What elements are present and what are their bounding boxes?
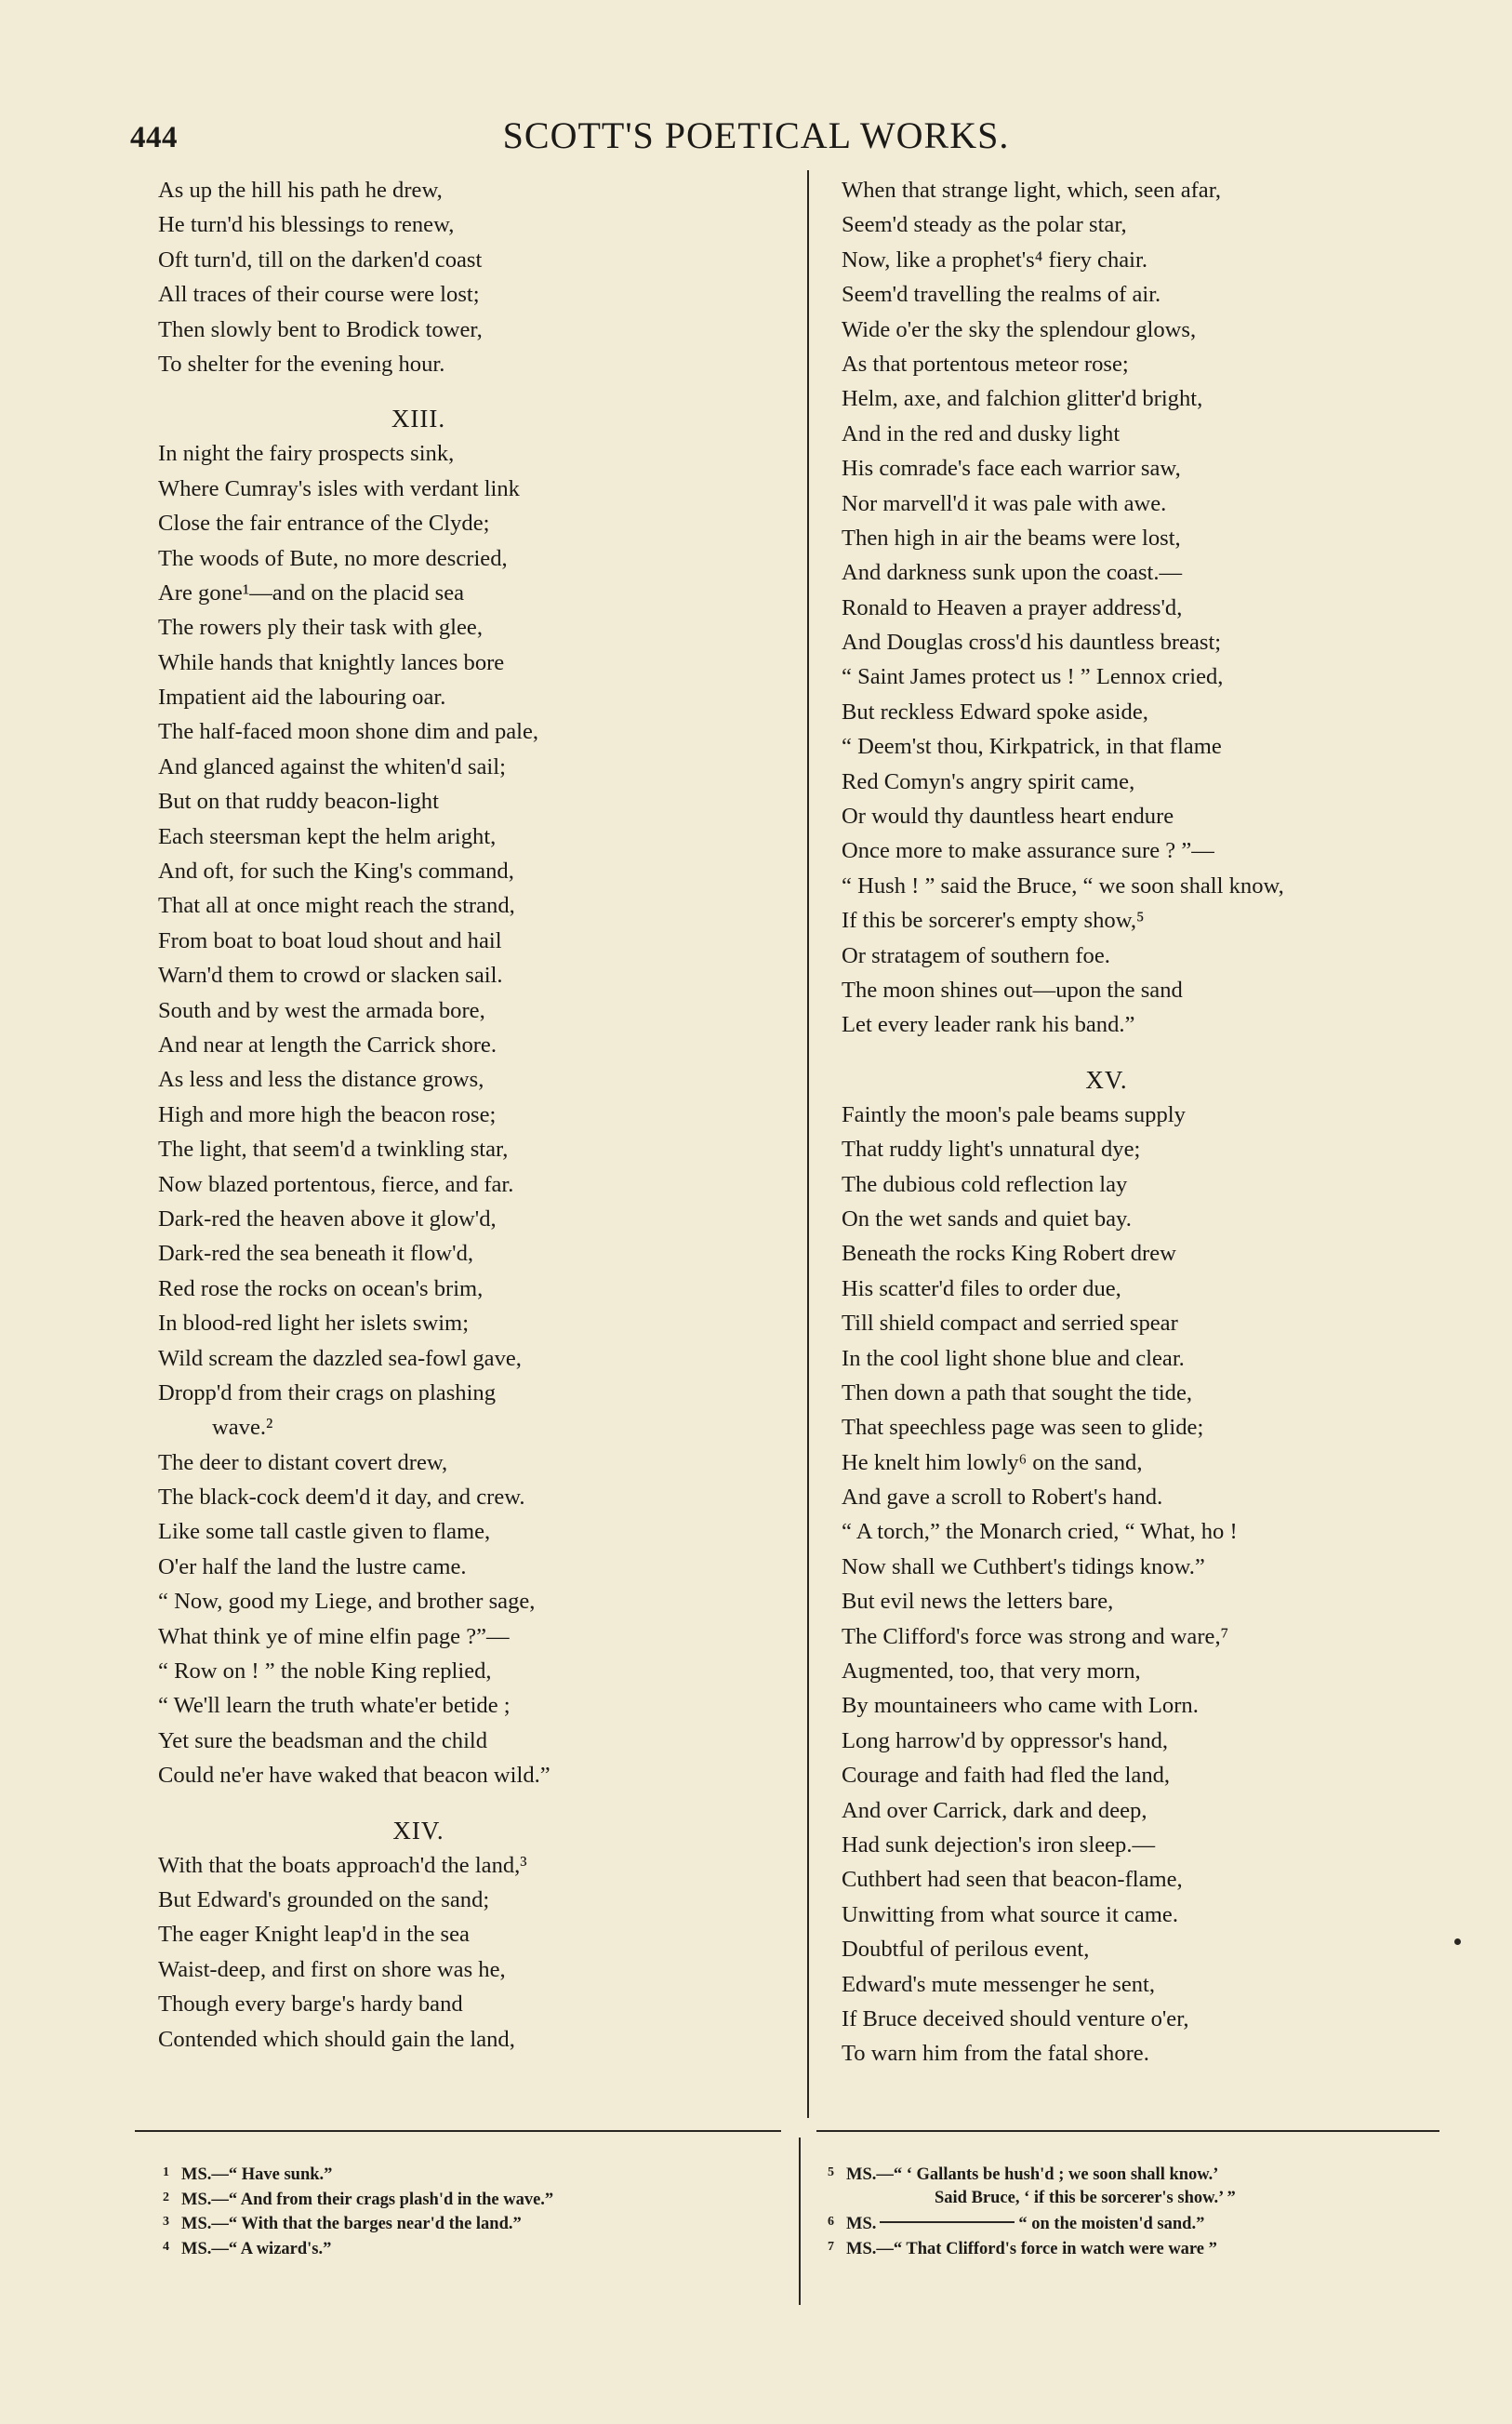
footnotes-right: [828, 2161, 1236, 2259]
verse-line: Close the fair entrance of the Clyde;: [158, 511, 490, 537]
verse-line: Or stratagem of southern foe.: [842, 942, 1110, 968]
verse-line: Oft turn'd, till on the darken'd coast: [158, 246, 483, 273]
verse-line: Impatient aid the labouring oar.: [158, 685, 446, 711]
footnote: [163, 2210, 553, 2235]
footnote: [828, 2235, 1236, 2260]
verse-line: He turn'd his blessings to renew,: [158, 212, 455, 238]
ink-speck: [1454, 1938, 1461, 1945]
verse-line: All traces of their course were lost;: [158, 282, 480, 308]
footnote-text: MS.—“ A wizard's.”: [181, 2239, 332, 2258]
footnote-text: MS.—“ With that the barges near'd the land.”: [181, 2215, 522, 2233]
verse-line: Augmented, too, that very morn,: [842, 1658, 1141, 1685]
footnote: [828, 2161, 1236, 2186]
verse-line: As that portentous meteor rose;: [842, 351, 1129, 377]
verse-line: Seem'd steady as the polar star,: [842, 212, 1127, 238]
verse-line: “ Deem'st thou, Kirkpatrick, in that flame: [842, 734, 1222, 760]
footnote: [163, 2186, 553, 2211]
verse-line: Waist-deep, and first on shore was he,: [158, 1956, 506, 1982]
verse-line: Helm, axe, and falchion glitter'd bright,: [842, 386, 1203, 412]
verse-line: His comrade's face each warrior saw,: [842, 456, 1181, 482]
verse-line: But Edward's grounded on the sand;: [158, 1886, 490, 1912]
verse-line: That ruddy light's unnatural dye;: [842, 1137, 1141, 1163]
footnote-number: 6: [828, 2215, 834, 2229]
verse-line: Are gone¹—and on the placid sea: [158, 579, 465, 606]
verse-line: “ Hush ! ” said the Bruce, “ we soon shall know,: [842, 872, 1284, 899]
footnote-number: 4: [163, 2239, 169, 2254]
verse-line: The light, that seem'd a twinkling star,: [158, 1137, 509, 1163]
verse-line: South and by west the armada bore,: [158, 997, 485, 1023]
verse-line: “ We'll learn the truth whate'er betide ;: [158, 1693, 511, 1719]
verse-line: He knelt him lowly⁶ on the sand,: [842, 1449, 1143, 1475]
footnote-text: MS.—“ ‘ Gallants be hush'd ; we soon shall know.’: [846, 2165, 1219, 2184]
footnote-text: MS.—“ That Clifford's force in watch were ware ”: [846, 2239, 1217, 2258]
verse-line: From boat to boat loud shout and hail: [158, 927, 502, 953]
verse-line: If Bruce deceived should venture o'er,: [842, 2005, 1189, 2031]
verse-line: If this be sorcerer's empty show,⁵: [842, 908, 1145, 934]
footnote: [828, 2210, 1236, 2235]
verse-line: Seem'd travelling the realms of air.: [842, 282, 1161, 308]
verse-line: Courage and faith had fled the land,: [842, 1763, 1171, 1789]
verse-line: Had sunk dejection's iron sleep.—: [842, 1831, 1156, 1858]
verse-line: By mountaineers who came with Lorn.: [842, 1693, 1199, 1719]
footnote-text: MS.: [846, 2215, 877, 2233]
verse-line: Where Cumray's isles with verdant link: [158, 475, 520, 501]
verse-line: Red rose the rocks on ocean's brim,: [158, 1275, 484, 1301]
verse-line: As up the hill his path he drew,: [158, 178, 443, 203]
verse-line: Faintly the moon's pale beams supply: [842, 1101, 1186, 1127]
verse-line: Let every leader rank his band.”: [842, 1012, 1135, 1038]
footnote-text: Said Bruce, ‘ if this be sorcerer's show.’ ”: [935, 2188, 1236, 2207]
verse-line: The eager Knight leap'd in the sea: [158, 1922, 470, 1948]
verse-line: And over Carrick, dark and deep,: [842, 1797, 1147, 1823]
verse-line: When that strange light, which, seen afar,: [842, 178, 1222, 203]
footnote-number: 1: [163, 2165, 169, 2179]
verse-line: Beneath the rocks King Robert drew: [842, 1241, 1176, 1267]
verse-line: Now, like a prophet's⁴ fiery chair.: [842, 246, 1147, 273]
verse-line: With that the boats approach'd the land,³: [158, 1852, 527, 1878]
verse-line: Then down a path that sought the tide,: [842, 1379, 1193, 1405]
footnote: [828, 2186, 1236, 2211]
verse-line: The half-faced moon shone dim and pale,: [158, 719, 539, 745]
verse-line: “ Now, good my Liege, and brother sage,: [158, 1589, 536, 1615]
right-column: [842, 173, 1437, 2071]
verse-line: That all at once might reach the strand,: [158, 893, 515, 919]
footnote-rule-right: [816, 2130, 1439, 2132]
verse-line: On the wet sands and quiet bay.: [842, 1205, 1132, 1232]
verse-line: And glanced against the whiten'd sail;: [158, 753, 506, 779]
verse-line: And Douglas cross'd his dauntless breast;: [842, 630, 1222, 656]
verse-line: Edward's mute messenger he sent,: [842, 1971, 1156, 1997]
stanza-number: XIV.: [392, 1816, 444, 1845]
verse-line: Ronald to Heaven a prayer address'd,: [842, 594, 1183, 620]
verse-line: Now blazed portentous, fierce, and far.: [158, 1171, 514, 1197]
verse-line: Long harrow'd by oppressor's hand,: [842, 1727, 1169, 1753]
stanza-gap: [158, 381, 772, 398]
verse-line: O'er half the land the lustre came.: [158, 1553, 467, 1579]
verse-line: In blood-red light her islets swim;: [158, 1311, 470, 1337]
verse-line: Like some tall castle given to flame,: [158, 1519, 491, 1545]
stanza-number: XV.: [1085, 1065, 1128, 1094]
verse-line: Each steersman kept the helm aright,: [158, 823, 497, 849]
verse-line: The woods of Bute, no more descried,: [158, 545, 508, 571]
footnote-number: 7: [828, 2239, 834, 2254]
verse-line: wave.²: [212, 1415, 273, 1441]
verse-line: High and more high the beacon rose;: [158, 1101, 497, 1127]
verse-line: And in the red and dusky light: [842, 420, 1121, 446]
footnote: [163, 2161, 553, 2186]
footnote-rule-left: [135, 2130, 781, 2132]
verse-line: Then slowly bent to Brodick tower,: [158, 316, 483, 342]
stanza-number: XIII.: [391, 405, 446, 433]
verse-line: “ Saint James protect us ! ” Lennox cried,: [842, 664, 1224, 690]
verse-line: “ A torch,” the Monarch cried, “ What, ho !: [842, 1519, 1238, 1545]
footnote: [163, 2235, 553, 2260]
verse-line: What think ye of mine elfin page ?”—: [158, 1623, 510, 1649]
verse-line: Yet sure the beadsman and the child: [158, 1727, 488, 1753]
verse-line: Dark-red the sea beneath it flow'd,: [158, 1241, 474, 1267]
verse-line: Contended which should gain the land,: [158, 2026, 515, 2052]
left-column: [158, 173, 772, 2057]
verse-line: Once more to make assurance sure ? ”—: [842, 838, 1214, 864]
verse-line: And darkness sunk upon the coast.—: [842, 560, 1183, 586]
verse-line: In the cool light shone blue and clear.: [842, 1345, 1185, 1371]
verse-line: Red Comyn's angry spirit came,: [842, 768, 1135, 794]
verse-line: To shelter for the evening hour.: [158, 351, 445, 377]
verse-line: Dropp'd from their crags on plashing: [158, 1379, 497, 1405]
verse-line: The rowers ply their task with glee,: [158, 615, 483, 641]
verse-line: Wide o'er the sky the splendour glows,: [842, 316, 1197, 342]
verse-line: In night the fairy prospects sink,: [158, 441, 455, 467]
footnote-text: MS.—“ And from their crags plash'd in the wave.”: [181, 2190, 554, 2209]
verse-line: Now shall we Cuthbert's tidings know.”: [842, 1553, 1205, 1579]
verse-line: Unwitting from what source it came.: [842, 1901, 1178, 1927]
verse-line: The Clifford's force was strong and ware,⁷: [842, 1623, 1229, 1649]
verse-line: Doubtful of perilous event,: [842, 1937, 1090, 1963]
running-title: SCOTT'S POETICAL WORKS.: [502, 114, 1010, 156]
verse-line: The deer to distant covert drew,: [158, 1449, 448, 1475]
column-divider: [807, 170, 809, 2118]
verse-line: Cuthbert had seen that beacon-flame,: [842, 1867, 1183, 1893]
footnote-number: 3: [163, 2215, 169, 2229]
footnote-text-continued: “ on the moisten'd sand.”: [1018, 2215, 1205, 2233]
verse-line: Wild scream the dazzled sea-fowl gave,: [158, 1345, 522, 1371]
page-number: 444: [130, 121, 178, 154]
verse-line: “ Row on ! ” the noble King replied,: [158, 1658, 492, 1685]
verse-line: While hands that knightly lances bore: [158, 649, 505, 675]
verse-line: As less and less the distance grows,: [158, 1067, 484, 1093]
verse-line: Warn'd them to crowd or slacken sail.: [158, 963, 503, 989]
verse-line: And oft, for such the King's command,: [158, 859, 514, 885]
stanza-gap: [842, 1043, 1437, 1059]
verse-line: But evil news the letters bare,: [842, 1589, 1114, 1615]
footnote-number: 2: [163, 2190, 169, 2204]
footnotes-left: [163, 2161, 553, 2259]
verse-line: Then high in air the beams were lost,: [842, 525, 1181, 551]
verse-line: That speechless page was seen to glide;: [842, 1415, 1204, 1441]
footnote-dash: [880, 2221, 1015, 2223]
stanza-gap: [158, 1793, 772, 1810]
page-header: [0, 110, 1512, 156]
verse-line: But on that ruddy beacon-light: [158, 789, 439, 815]
verse-line: His scatter'd files to order due,: [842, 1275, 1121, 1301]
verse-line: Nor marvell'd it was pale with awe.: [842, 490, 1167, 516]
verse-line: And gave a scroll to Robert's hand.: [842, 1485, 1163, 1511]
footnote-divider: [799, 2138, 801, 2305]
verse-line: And near at length the Carrick shore.: [158, 1032, 497, 1058]
verse-line: But reckless Edward spoke aside,: [842, 699, 1148, 725]
verse-line: Dark-red the heaven above it glow'd,: [158, 1205, 497, 1232]
verse-line: The dubious cold reflection lay: [842, 1171, 1128, 1197]
verse-line: To warn him from the fatal shore.: [842, 2041, 1149, 2067]
footnote-text: MS.—“ Have sunk.”: [181, 2165, 333, 2184]
footnote-number: 5: [828, 2165, 834, 2179]
verse-line: Could ne'er have waked that beacon wild.”: [158, 1763, 550, 1789]
verse-line: The black-cock deem'd it day, and crew.: [158, 1485, 525, 1511]
verse-line: Or would thy dauntless heart endure: [842, 804, 1174, 830]
verse-line: The moon shines out—upon the sand: [842, 977, 1183, 1003]
verse-line: Though every barge's hardy band: [158, 1991, 463, 2018]
verse-line: Till shield compact and serried spear: [842, 1311, 1178, 1337]
